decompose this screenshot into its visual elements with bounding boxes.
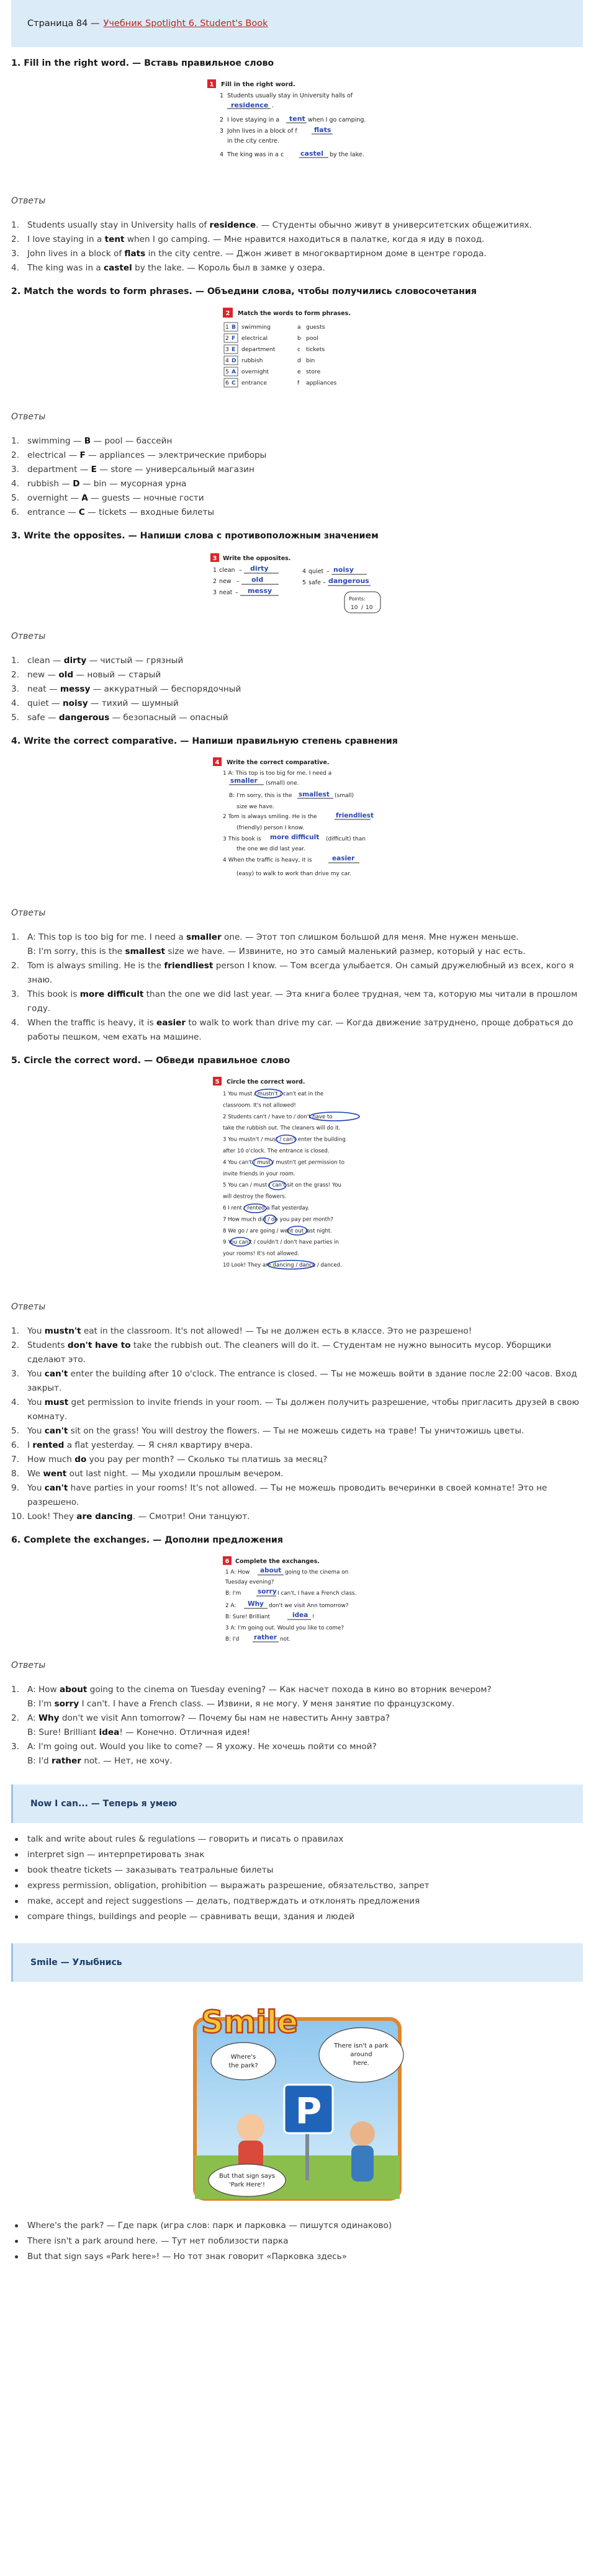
task-1-answers [11, 218, 583, 275]
svg-text:–: – [238, 567, 242, 574]
t1-line-post: in the city centre. [227, 138, 279, 145]
answer-item: 2. Students don't have to take the rubbish out. The cleaners will do it. — Студентам не нужно выносить мусор. Уборщики сделают это. [11, 1340, 552, 1365]
t1-fill: residence [230, 101, 268, 109]
answers-label: Ответы [11, 1660, 46, 1670]
t3-fill: messy [247, 587, 272, 595]
t3-fill: dirty [250, 564, 268, 573]
t5-line: 5 You can / must / can't sit on the grass! You [222, 1182, 341, 1189]
answer-item: 5. You can't sit on the grass! You will destroy the flowers. — Ты не можешь сидеть на траве! Ты уничтожишь цветы. [11, 1426, 524, 1436]
task-5-title: 5. Circle the correct word. — Обведи правильное слово [11, 1056, 290, 1066]
svg-text:/: / [361, 605, 363, 611]
answer-item: 1. You mustn't eat in the classroom. It's not allowed! — Ты не должен есть в классе. Это не разрешено! [11, 1326, 472, 1336]
t5-line: 10 Look! They are dancing / dance / danced. [222, 1262, 342, 1268]
t2-row-answer: B [231, 324, 236, 331]
task-6-title: 6. Complete the exchanges. — Дополни предложения [11, 1535, 283, 1545]
answer-item: 4. quiet — noisy — тихий — шумный [11, 698, 179, 708]
smile-header: Smile — Улыбнись [11, 1943, 583, 1982]
svg-text:1: 1 [212, 567, 217, 574]
smile-logo: Smile [200, 2004, 298, 2040]
answer-item: 3. neat — messy — аккуратный — беспорядочный [11, 684, 241, 694]
list-item: There isn't a park around here. — Тут нет поблизости парка [11, 2234, 583, 2249]
svg-text:!: ! [312, 1614, 315, 1620]
t3-fill: noisy [333, 566, 354, 574]
t1-line-n: 2 [219, 117, 223, 123]
t2-row-word: rubbish [241, 357, 263, 364]
list-item: make, accept and reject suggestions — делать, подтверждать и отклонять предложения [11, 1894, 583, 1909]
svg-text:B: I'd: B: I'd [225, 1636, 239, 1642]
t2-row-answer: C [231, 380, 236, 386]
svg-text:(small): (small) [334, 793, 354, 799]
answer-item: 2. A: Why don't we visit Ann tomorrow? — Почему бы нам не навестить Анну завтра? B: Sure! Brilliant idea! — Конечно. Отличная идея! [11, 1713, 390, 1737]
t5-line: 1 You must / mustn't / can't eat in the [222, 1091, 323, 1097]
t5-line: 3 You mustn't / must / can't enter the building [222, 1136, 346, 1143]
list-item: express permission, obligation, prohibition — выражать разрешение, обязательство, запрет [11, 1878, 583, 1894]
t2-row-word: entrance [241, 380, 267, 386]
svg-text:(friendly) person I know.: (friendly) person I know. [236, 825, 304, 831]
answer-item: 4. When the traffic is heavy, it is easier to walk to work than drive my car. — Когда движение затруднено, проще добраться до работы пешком, чем ехать на машине. [11, 1018, 574, 1042]
task-4-answers [11, 930, 583, 1045]
t2-row-answer: E [231, 346, 235, 353]
list-item: But that sign says «Park here»! — Но тот знак говорит «Парковка здесь» [11, 2249, 583, 2265]
svg-text:safe: safe [308, 579, 321, 586]
svg-text:around: around [349, 2051, 372, 2058]
svg-text:3 This book is: 3 This book is [222, 836, 261, 842]
t5-line: 8 We go / are going / went out last night. [222, 1228, 332, 1234]
svg-text:–: – [235, 589, 238, 596]
task-6-figure [217, 1553, 378, 1646]
task-1-title: 1. Fill in the right word. — Вставь правильное слово [11, 58, 274, 68]
t2-row-num: 2 [225, 335, 229, 342]
svg-text:not.: not. [279, 1636, 290, 1642]
points-max: 10 [365, 605, 372, 611]
t2-row-letter: c [297, 346, 300, 353]
t5-line: 9 You can't / couldn't / don't have parties in [222, 1239, 339, 1246]
svg-text:B: Sure! Brilliant: B: Sure! Brilliant [225, 1614, 270, 1620]
t1-fill: tent [289, 115, 305, 123]
task-5-answers [11, 1324, 583, 1524]
svg-text:3: 3 [212, 589, 217, 596]
t1-line-pre: John lives in a block of f [227, 128, 297, 135]
svg-text:3 A: I'm going out. Would you: 3 A: I'm going out. Would you like to come? [225, 1625, 344, 1631]
svg-text:Tuesday evening?: Tuesday evening? [225, 1579, 274, 1585]
t2-row-num: 1 [225, 324, 229, 331]
t2-row-letter: a [297, 324, 301, 331]
bubble-right: There isn't a park [333, 2043, 389, 2049]
svg-text:going to the cinema on: going to the cinema on [284, 1569, 348, 1575]
t1-line-post: by the lake. [329, 151, 364, 158]
answer-item: 2. electrical — F — appliances — электрические приборы [11, 450, 267, 460]
answers-label: Ответы [11, 631, 46, 641]
t2-row-answer: F [231, 335, 235, 342]
points-label: Points: [348, 596, 366, 602]
now-i-can-list [11, 1823, 583, 1925]
task-3-fig-heading: Write the opposites. [222, 555, 290, 562]
answer-item: 9. You can't have parties in your rooms! It's not allowed. — Ты не можешь проводить вечеринки в своей комнате! Это не разрешено. [11, 1483, 547, 1507]
page-number: Страница 84 — [27, 19, 100, 29]
t2-row-word: swimming [241, 324, 271, 331]
task-5-fig-num: 5 [215, 1079, 219, 1085]
answer-item: 3. You can't enter the building after 10 o'clock. The entrance is closed. — Ты не можешь войти в здание после 22:00 часов. Вход закрыт. [11, 1369, 577, 1393]
svg-text:the park?: the park? [228, 2062, 258, 2069]
svg-text:new: new [218, 578, 232, 585]
t5-line: after 10 o'clock. The entrance is closed. [222, 1148, 330, 1154]
list-item: interpret sign — интерпретировать знак [11, 1847, 583, 1863]
task-4-fig-heading: Write the correct comparative. [226, 759, 329, 766]
smile-cartoon [182, 1994, 412, 2202]
t2-row-num: 4 [225, 357, 229, 364]
t6-fill: sorry [257, 1588, 277, 1595]
t5-line: classroom. It's not allowed! [222, 1102, 296, 1109]
list-item: talk and write about rules & regulations — говорить и писать о правилах [11, 1832, 583, 1847]
svg-text:4 When the traffic is heavy,: 4 When the traffic is heavy, it is [222, 857, 312, 863]
t2-row-letter: b [297, 335, 301, 342]
answer-item: 1. clean — dirty — чистый — грязный [11, 656, 184, 666]
svg-text:the one we did last year.: the one we did last year. [236, 846, 305, 852]
svg-text:quiet: quiet [308, 568, 323, 575]
parking-sign: P [295, 2090, 322, 2132]
t3-fill: dangerous [328, 577, 369, 585]
answer-item: 6. entrance — C — tickets — входные билеты [11, 507, 215, 517]
t5-line: 7 How much did / do you pay per month? [222, 1216, 333, 1223]
now-i-can-header: Now I can... — Теперь я умею [11, 1785, 583, 1823]
list-item: Where's the park? — Где парк (игра слов: парк и парковка — пишутся одинаково) [11, 2218, 583, 2234]
svg-text:(easy) to walk to work than dr: (easy) to walk to work than drive my car. [236, 871, 351, 877]
t5-line: 6 I rent / rented a flat yesterday. [222, 1205, 309, 1211]
answer-item: 10. Look! They are dancing. — Смотри! Они танцуют. [11, 1512, 250, 1522]
t1-line-n: 1 [219, 92, 223, 99]
t3-fill: old [251, 576, 263, 584]
t5-line: 2 Students can't / have to / don't have to [222, 1113, 333, 1120]
answer-item: 5. overnight — A — guests — ночные гости [11, 493, 204, 503]
breadcrumb-banner [11, 0, 583, 47]
textbook-link[interactable]: Учебник Spotlight 6. Student's Book [103, 19, 268, 29]
t6-fill: Why [247, 1600, 264, 1608]
svg-text:clean: clean [218, 567, 235, 574]
t1-fill: castel [300, 149, 323, 158]
task-4-figure [204, 754, 390, 893]
t2-row-match: bin [305, 357, 315, 364]
answer-item: 5. safe — dangerous — безопасный — опасный [11, 713, 228, 723]
svg-text:neat: neat [218, 589, 232, 596]
task-3-fig-num: 3 [212, 555, 217, 562]
task-5-figure [204, 1073, 390, 1287]
t4-fill: more difficult [269, 834, 319, 841]
t6-fill: idea [292, 1611, 308, 1619]
svg-text:size we have.: size we have. [236, 804, 274, 810]
svg-text:1 A: This top is too big for: 1 A: This top is too big for me. I need a [222, 770, 331, 777]
task-6-answers [11, 1683, 583, 1768]
task-4-fig-num: 4 [215, 759, 219, 766]
svg-text:4: 4 [302, 568, 306, 575]
answer-item: 1. A: This top is too big for me. I need a smaller one. — Этот топ слишком большой для меня. Мне нужен меньше. B: I'm sorry, this is the smallest size we have. — Извините, но это самый маленький размер, который у нас есть. [11, 932, 526, 956]
t2-row-match: appliances [305, 380, 336, 386]
bubble-left: Where's [230, 2054, 256, 2061]
t6-fill: about [259, 1567, 281, 1574]
t2-row-match: tickets [305, 346, 325, 353]
t5-line: take the rubbish out. The cleaners will do it. [222, 1125, 340, 1132]
task-1-figure [201, 76, 394, 181]
task-4-title: 4. Write the correct comparative. — Напиши правильную степень сравнения [11, 736, 398, 746]
svg-text:here.: here. [353, 2060, 369, 2067]
answer-item: 2. I love staying in a tent when I go camping. — Мне нравится находиться в палатке, когда я иду в поход. [11, 234, 485, 244]
task-6-fig-heading: Complete the exchanges. [235, 1558, 320, 1565]
t1-line-n: 3 [219, 128, 223, 135]
task-2-title: 2. Match the words to form phrases. — Объедини слова, чтобы получились словосочетания [11, 287, 477, 296]
svg-text:–: – [236, 578, 240, 585]
task-1-fig-num: 1 [209, 81, 214, 88]
svg-text:don't we visit Ann tomorrow?: don't we visit Ann tomorrow? [268, 1603, 348, 1609]
svg-text:(small) one.: (small) one. [265, 780, 299, 787]
svg-text:2: 2 [212, 578, 217, 585]
smile-list [11, 2202, 583, 2277]
list-item: compare things, buildings and people — сравнивать вещи, здания и людей [11, 1909, 583, 1925]
t2-row-num: 6 [225, 380, 229, 386]
svg-text:B: I'm: B: I'm [225, 1590, 241, 1597]
t2-row-word: department [241, 346, 275, 353]
task-3-answers [11, 654, 583, 725]
t2-row-letter: e [297, 368, 301, 375]
svg-text:I can't, I have a French class: I can't, I have a French class. [277, 1590, 356, 1597]
answers-label: Ответы [11, 908, 46, 918]
bubble-bottom: But that sign says [218, 2173, 275, 2180]
t1-line-n: 4 [219, 151, 223, 158]
t1-fill: flats [313, 126, 331, 134]
t1-line-post: . [271, 102, 274, 109]
list-item: book theatre tickets — заказывать театральные билеты [11, 1863, 583, 1878]
answer-item: 3. John lives in a block of flats in the city centre. — Джон живет в многоквартирном доме в центре города. [11, 249, 487, 259]
t5-line: invite friends in your room. [222, 1170, 295, 1177]
t1-line-pre: I love staying in a [227, 117, 279, 123]
answer-item: 7. How much do you pay per month? — Сколько ты платишь за месяц? [11, 1455, 328, 1464]
svg-text:'Park Here'!: 'Park Here'! [228, 2182, 265, 2188]
t2-row-answer: D [231, 357, 236, 364]
t4-fill: smallest [298, 791, 330, 798]
points-score: 10 [350, 605, 358, 611]
t6-fill: rather [253, 1634, 277, 1641]
task-2-figure [217, 304, 378, 397]
task-2-fig-heading: Match the words to form phrases. [237, 310, 351, 317]
t4-fill: smaller [230, 777, 258, 785]
answer-item: 2. Tom is always smiling. He is the friendliest person I know. — Том всегда улыбается. Он самый дружелюбный из всех, кого я знаю. [11, 961, 574, 985]
task-2-answers [11, 434, 583, 520]
t2-row-num: 5 [225, 368, 229, 375]
svg-text:5: 5 [302, 579, 306, 586]
answer-item: 1. Students usually stay in University halls of residence. — Студенты обычно живут в университетских общежитиях. [11, 220, 532, 230]
svg-text:2 A:: 2 A: [225, 1603, 236, 1609]
answer-item: 3. This book is more difficult than the one we did last year. — Эта книга более трудная, чем та, которую мы читали в прошлом году. [11, 989, 578, 1014]
answer-item: 2. new — old — новый — старый [11, 670, 161, 680]
svg-text:–: – [322, 579, 326, 586]
answer-item: 4. You must get permission to invite friends in your room. — Ты должен получить разрешение, чтобы пригласить друзей в свою комнату. [11, 1397, 579, 1422]
answers-label: Ответы [11, 412, 46, 422]
task-6-fig-num: 6 [225, 1558, 229, 1565]
svg-text:(difficult) than: (difficult) than [325, 836, 366, 842]
t2-row-num: 3 [225, 346, 229, 353]
t1-line-pre: The king was in a c [227, 151, 284, 158]
answers-label: Ответы [11, 1302, 46, 1312]
t4-fill: friendliest [335, 812, 374, 819]
svg-text:1 A: How: 1 A: How [225, 1569, 250, 1575]
t5-line: will destroy the flowers. [222, 1193, 286, 1200]
task-1-fig-heading: Fill in the right word. [220, 81, 295, 88]
task-3-title: 3. Write the opposites. — Напиши слова с противоположным значением [11, 531, 379, 541]
t1-line-post: when I go camping. [307, 117, 366, 123]
t2-row-match: store [305, 368, 320, 375]
task-2-fig-num: 2 [225, 310, 230, 317]
t1-line-pre: Students usually stay in University halls of [227, 92, 353, 99]
answers-label: Ответы [11, 196, 46, 206]
task-5-fig-heading: Circle the correct word. [226, 1079, 305, 1085]
svg-text:2 Tom is always smiling. He i: 2 Tom is always smiling. He is the [222, 814, 317, 820]
t5-line: 4 You can't / must / mustn't get permission to [222, 1159, 344, 1166]
answer-item: 1. A: How about going to the cinema on Tuesday evening? — Как насчет похода в кино во вторник вечером? B: I'm sorry I can't. I have a French class. — Извини, я не могу. У меня занятие по французскому. [11, 1685, 492, 1709]
answer-item: 3. department — E — store — универсальный магазин [11, 465, 254, 475]
t4-fill: easier [331, 855, 354, 862]
t2-row-answer: A [231, 368, 236, 375]
t2-row-word: overnight [241, 368, 269, 375]
answer-item: 1. swimming — B — pool — бассейн [11, 436, 173, 446]
answer-item: 6. I rented a flat yesterday. — Я снял квартиру вчера. [11, 1440, 253, 1450]
t2-row-word: electrical [241, 335, 268, 342]
answer-item: 3. A: I'm going out. Would you like to come? — Я ухожу. Не хочешь пойти со мной? B: I'd rather not. — Нет, не хочу. [11, 1742, 377, 1766]
answer-item: 4. rubbish — D — bin — мусорная урна [11, 479, 187, 489]
answer-item: 4. The king was in a castel by the lake. — Король был в замке у озера. [11, 263, 325, 273]
answer-item: 8. We went out last night. — Мы уходили прошлым вечером. [11, 1469, 284, 1479]
t2-row-match: guests [305, 324, 325, 331]
svg-text:–: – [326, 568, 330, 575]
t5-line: your rooms! It's not allowed. [222, 1250, 299, 1257]
t2-row-letter: f [297, 380, 299, 386]
t2-row-match: pool [305, 335, 318, 342]
task-3-figure [204, 548, 390, 617]
t2-row-letter: d [297, 357, 301, 364]
svg-text:B: I'm sorry, this is the: B: I'm sorry, this is the [228, 793, 292, 799]
